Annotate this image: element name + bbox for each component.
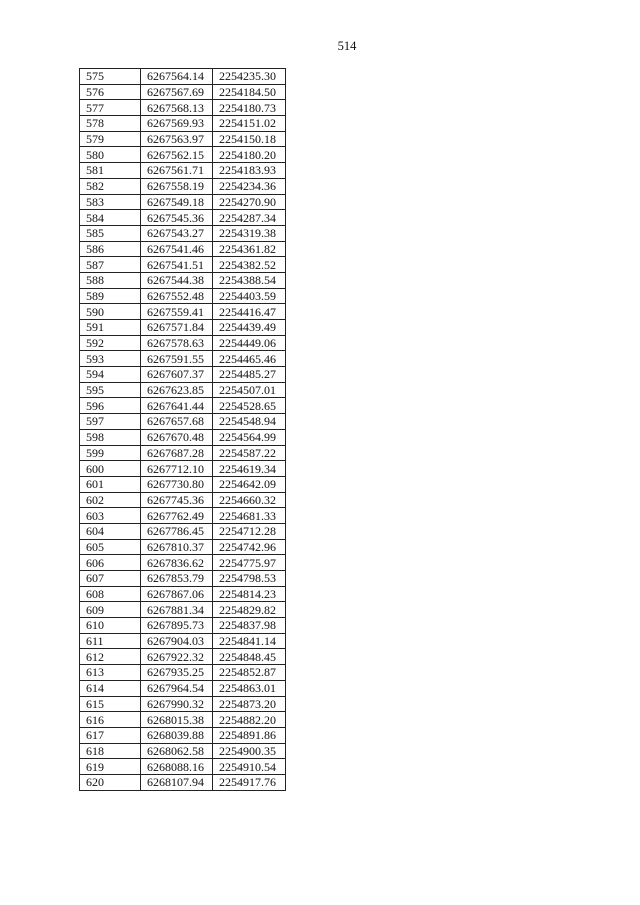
- x-coordinate-cell: 6267541.46: [141, 241, 213, 257]
- point-number-cell: 605: [80, 539, 141, 555]
- point-number-cell: 598: [80, 429, 141, 445]
- x-coordinate-cell: 6267561.71: [141, 163, 213, 179]
- point-number-cell: 594: [80, 367, 141, 383]
- y-coordinate-cell: 2254882.20: [213, 712, 286, 728]
- x-coordinate-cell: 6268039.88: [141, 727, 213, 743]
- y-coordinate-cell: 2254642.09: [213, 476, 286, 492]
- table-row: [80, 743, 286, 759]
- table-row: [80, 225, 286, 241]
- x-coordinate-cell: 6267559.41: [141, 304, 213, 320]
- y-coordinate-cell: 2254742.96: [213, 539, 286, 555]
- point-number-cell: 606: [80, 555, 141, 571]
- x-coordinate-cell: 6267712.10: [141, 461, 213, 477]
- x-coordinate-cell: 6267762.49: [141, 508, 213, 524]
- y-coordinate-cell: 2254528.65: [213, 398, 286, 414]
- table-row: [80, 163, 286, 179]
- y-coordinate-cell: 2254388.54: [213, 272, 286, 288]
- table-row: [80, 194, 286, 210]
- table-row: [80, 461, 286, 477]
- table-row: [80, 100, 286, 116]
- point-number-cell: 600: [80, 461, 141, 477]
- y-coordinate-cell: 2254234.36: [213, 178, 286, 194]
- x-coordinate-cell: 6267578.63: [141, 335, 213, 351]
- x-coordinate-cell: 6267964.54: [141, 680, 213, 696]
- x-coordinate-cell: 6267544.38: [141, 272, 213, 288]
- point-number-cell: 612: [80, 649, 141, 665]
- x-coordinate-cell: 6267549.18: [141, 194, 213, 210]
- x-coordinate-cell: 6267623.85: [141, 382, 213, 398]
- table-row: [80, 759, 286, 775]
- y-coordinate-cell: 2254564.99: [213, 429, 286, 445]
- coordinate-table: [79, 68, 286, 791]
- x-coordinate-cell: 6267562.15: [141, 147, 213, 163]
- x-coordinate-cell: 6267990.32: [141, 696, 213, 712]
- x-coordinate-cell: 6267836.62: [141, 555, 213, 571]
- x-coordinate-cell: 6267730.80: [141, 476, 213, 492]
- table-row: [80, 131, 286, 147]
- y-coordinate-cell: 2254829.82: [213, 602, 286, 618]
- y-coordinate-cell: 2254814.23: [213, 586, 286, 602]
- table-row: [80, 69, 286, 85]
- point-number-cell: 601: [80, 476, 141, 492]
- point-number-cell: 618: [80, 743, 141, 759]
- page-number: 514: [337, 39, 357, 53]
- point-number-cell: 586: [80, 241, 141, 257]
- x-coordinate-cell: 6267569.93: [141, 116, 213, 132]
- table-row: [80, 116, 286, 132]
- table-row: [80, 414, 286, 430]
- table-row: [80, 320, 286, 336]
- table-row: [80, 367, 286, 383]
- point-number-cell: 579: [80, 131, 141, 147]
- point-number-cell: 604: [80, 523, 141, 539]
- point-number-cell: 591: [80, 320, 141, 336]
- y-coordinate-cell: 2254917.76: [213, 774, 286, 790]
- y-coordinate-cell: 2254798.53: [213, 571, 286, 587]
- point-number-cell: 616: [80, 712, 141, 728]
- table-row: [80, 712, 286, 728]
- y-coordinate-cell: 2254587.22: [213, 445, 286, 461]
- table-row: [80, 649, 286, 665]
- y-coordinate-cell: 2254180.73: [213, 100, 286, 116]
- x-coordinate-cell: 6267545.36: [141, 210, 213, 226]
- table-row: [80, 586, 286, 602]
- x-coordinate-cell: 6267670.48: [141, 429, 213, 445]
- table-row: [80, 602, 286, 618]
- y-coordinate-cell: 2254449.06: [213, 335, 286, 351]
- table-row: [80, 304, 286, 320]
- table-row: [80, 210, 286, 226]
- table-row: [80, 618, 286, 634]
- y-coordinate-cell: 2254848.45: [213, 649, 286, 665]
- table-row: [80, 696, 286, 712]
- point-number-cell: 608: [80, 586, 141, 602]
- x-coordinate-cell: 6267567.69: [141, 84, 213, 100]
- table-row: [80, 571, 286, 587]
- table-row: [80, 178, 286, 194]
- table-row: [80, 680, 286, 696]
- point-number-cell: 590: [80, 304, 141, 320]
- table-row: [80, 476, 286, 492]
- y-coordinate-cell: 2254382.52: [213, 257, 286, 273]
- y-coordinate-cell: 2254891.86: [213, 727, 286, 743]
- point-number-cell: 581: [80, 163, 141, 179]
- point-number-cell: 580: [80, 147, 141, 163]
- x-coordinate-cell: 6267786.45: [141, 523, 213, 539]
- y-coordinate-cell: 2254183.93: [213, 163, 286, 179]
- table-row: [80, 335, 286, 351]
- x-coordinate-cell: 6267895.73: [141, 618, 213, 634]
- table-row: [80, 492, 286, 508]
- x-coordinate-cell: 6268062.58: [141, 743, 213, 759]
- y-coordinate-cell: 2254439.49: [213, 320, 286, 336]
- table-row: [80, 241, 286, 257]
- x-coordinate-cell: 6267935.25: [141, 665, 213, 681]
- point-number-cell: 583: [80, 194, 141, 210]
- y-coordinate-cell: 2254900.35: [213, 743, 286, 759]
- y-coordinate-cell: 2254660.32: [213, 492, 286, 508]
- y-coordinate-cell: 2254361.82: [213, 241, 286, 257]
- point-number-cell: 582: [80, 178, 141, 194]
- y-coordinate-cell: 2254287.34: [213, 210, 286, 226]
- table-row: [80, 539, 286, 555]
- x-coordinate-cell: 6267687.28: [141, 445, 213, 461]
- point-number-cell: 584: [80, 210, 141, 226]
- point-number-cell: 577: [80, 100, 141, 116]
- table-row: [80, 633, 286, 649]
- table-row: [80, 288, 286, 304]
- point-number-cell: 592: [80, 335, 141, 351]
- x-coordinate-cell: 6267558.19: [141, 178, 213, 194]
- table-row: [80, 523, 286, 539]
- point-number-cell: 602: [80, 492, 141, 508]
- table-row: [80, 429, 286, 445]
- y-coordinate-cell: 2254416.47: [213, 304, 286, 320]
- y-coordinate-cell: 2254837.98: [213, 618, 286, 634]
- point-number-cell: 595: [80, 382, 141, 398]
- y-coordinate-cell: 2254873.20: [213, 696, 286, 712]
- point-number-cell: 620: [80, 774, 141, 790]
- table-row: [80, 257, 286, 273]
- y-coordinate-cell: 2254184.50: [213, 84, 286, 100]
- x-coordinate-cell: 6268088.16: [141, 759, 213, 775]
- table-row: [80, 351, 286, 367]
- table-row: [80, 774, 286, 790]
- point-number-cell: 610: [80, 618, 141, 634]
- y-coordinate-cell: 2254852.87: [213, 665, 286, 681]
- coordinate-table-body: [80, 69, 286, 791]
- table-row: [80, 147, 286, 163]
- y-coordinate-cell: 2254235.30: [213, 69, 286, 85]
- y-coordinate-cell: 2254485.27: [213, 367, 286, 383]
- x-coordinate-cell: 6267591.55: [141, 351, 213, 367]
- y-coordinate-cell: 2254619.34: [213, 461, 286, 477]
- point-number-cell: 589: [80, 288, 141, 304]
- point-number-cell: 611: [80, 633, 141, 649]
- point-number-cell: 578: [80, 116, 141, 132]
- x-coordinate-cell: 6267904.03: [141, 633, 213, 649]
- point-number-cell: 613: [80, 665, 141, 681]
- y-coordinate-cell: 2254775.97: [213, 555, 286, 571]
- table-row: [80, 382, 286, 398]
- table-row: [80, 508, 286, 524]
- x-coordinate-cell: 6267641.44: [141, 398, 213, 414]
- table-row: [80, 665, 286, 681]
- x-coordinate-cell: 6267867.06: [141, 586, 213, 602]
- y-coordinate-cell: 2254403.59: [213, 288, 286, 304]
- table-row: [80, 272, 286, 288]
- point-number-cell: 587: [80, 257, 141, 273]
- y-coordinate-cell: 2254180.20: [213, 147, 286, 163]
- point-number-cell: 588: [80, 272, 141, 288]
- x-coordinate-cell: 6267568.13: [141, 100, 213, 116]
- x-coordinate-cell: 6267922.32: [141, 649, 213, 665]
- y-coordinate-cell: 2254863.01: [213, 680, 286, 696]
- x-coordinate-cell: 6268107.94: [141, 774, 213, 790]
- point-number-cell: 603: [80, 508, 141, 524]
- table-row: [80, 84, 286, 100]
- point-number-cell: 619: [80, 759, 141, 775]
- x-coordinate-cell: 6267571.84: [141, 320, 213, 336]
- x-coordinate-cell: 6267810.37: [141, 539, 213, 555]
- point-number-cell: 609: [80, 602, 141, 618]
- x-coordinate-cell: 6267564.14: [141, 69, 213, 85]
- point-number-cell: 597: [80, 414, 141, 430]
- point-number-cell: 596: [80, 398, 141, 414]
- point-number-cell: 615: [80, 696, 141, 712]
- x-coordinate-cell: 6267853.79: [141, 571, 213, 587]
- y-coordinate-cell: 2254151.02: [213, 116, 286, 132]
- point-number-cell: 593: [80, 351, 141, 367]
- y-coordinate-cell: 2254465.46: [213, 351, 286, 367]
- point-number-cell: 585: [80, 225, 141, 241]
- y-coordinate-cell: 2254270.90: [213, 194, 286, 210]
- table-row: [80, 727, 286, 743]
- y-coordinate-cell: 2254150.18: [213, 131, 286, 147]
- x-coordinate-cell: 6268015.38: [141, 712, 213, 728]
- table-row: [80, 555, 286, 571]
- x-coordinate-cell: 6267543.27: [141, 225, 213, 241]
- y-coordinate-cell: 2254507.01: [213, 382, 286, 398]
- table-row: [80, 445, 286, 461]
- point-number-cell: 607: [80, 571, 141, 587]
- x-coordinate-cell: 6267563.97: [141, 131, 213, 147]
- point-number-cell: 599: [80, 445, 141, 461]
- y-coordinate-cell: 2254841.14: [213, 633, 286, 649]
- point-number-cell: 576: [80, 84, 141, 100]
- y-coordinate-cell: 2254548.94: [213, 414, 286, 430]
- x-coordinate-cell: 6267541.51: [141, 257, 213, 273]
- y-coordinate-cell: 2254681.33: [213, 508, 286, 524]
- point-number-cell: 614: [80, 680, 141, 696]
- point-number-cell: 617: [80, 727, 141, 743]
- x-coordinate-cell: 6267881.34: [141, 602, 213, 618]
- x-coordinate-cell: 6267552.48: [141, 288, 213, 304]
- x-coordinate-cell: 6267657.68: [141, 414, 213, 430]
- x-coordinate-cell: 6267607.37: [141, 367, 213, 383]
- point-number-cell: 575: [80, 69, 141, 85]
- x-coordinate-cell: 6267745.36: [141, 492, 213, 508]
- table-row: [80, 398, 286, 414]
- y-coordinate-cell: 2254712.28: [213, 523, 286, 539]
- y-coordinate-cell: 2254319.38: [213, 225, 286, 241]
- y-coordinate-cell: 2254910.54: [213, 759, 286, 775]
